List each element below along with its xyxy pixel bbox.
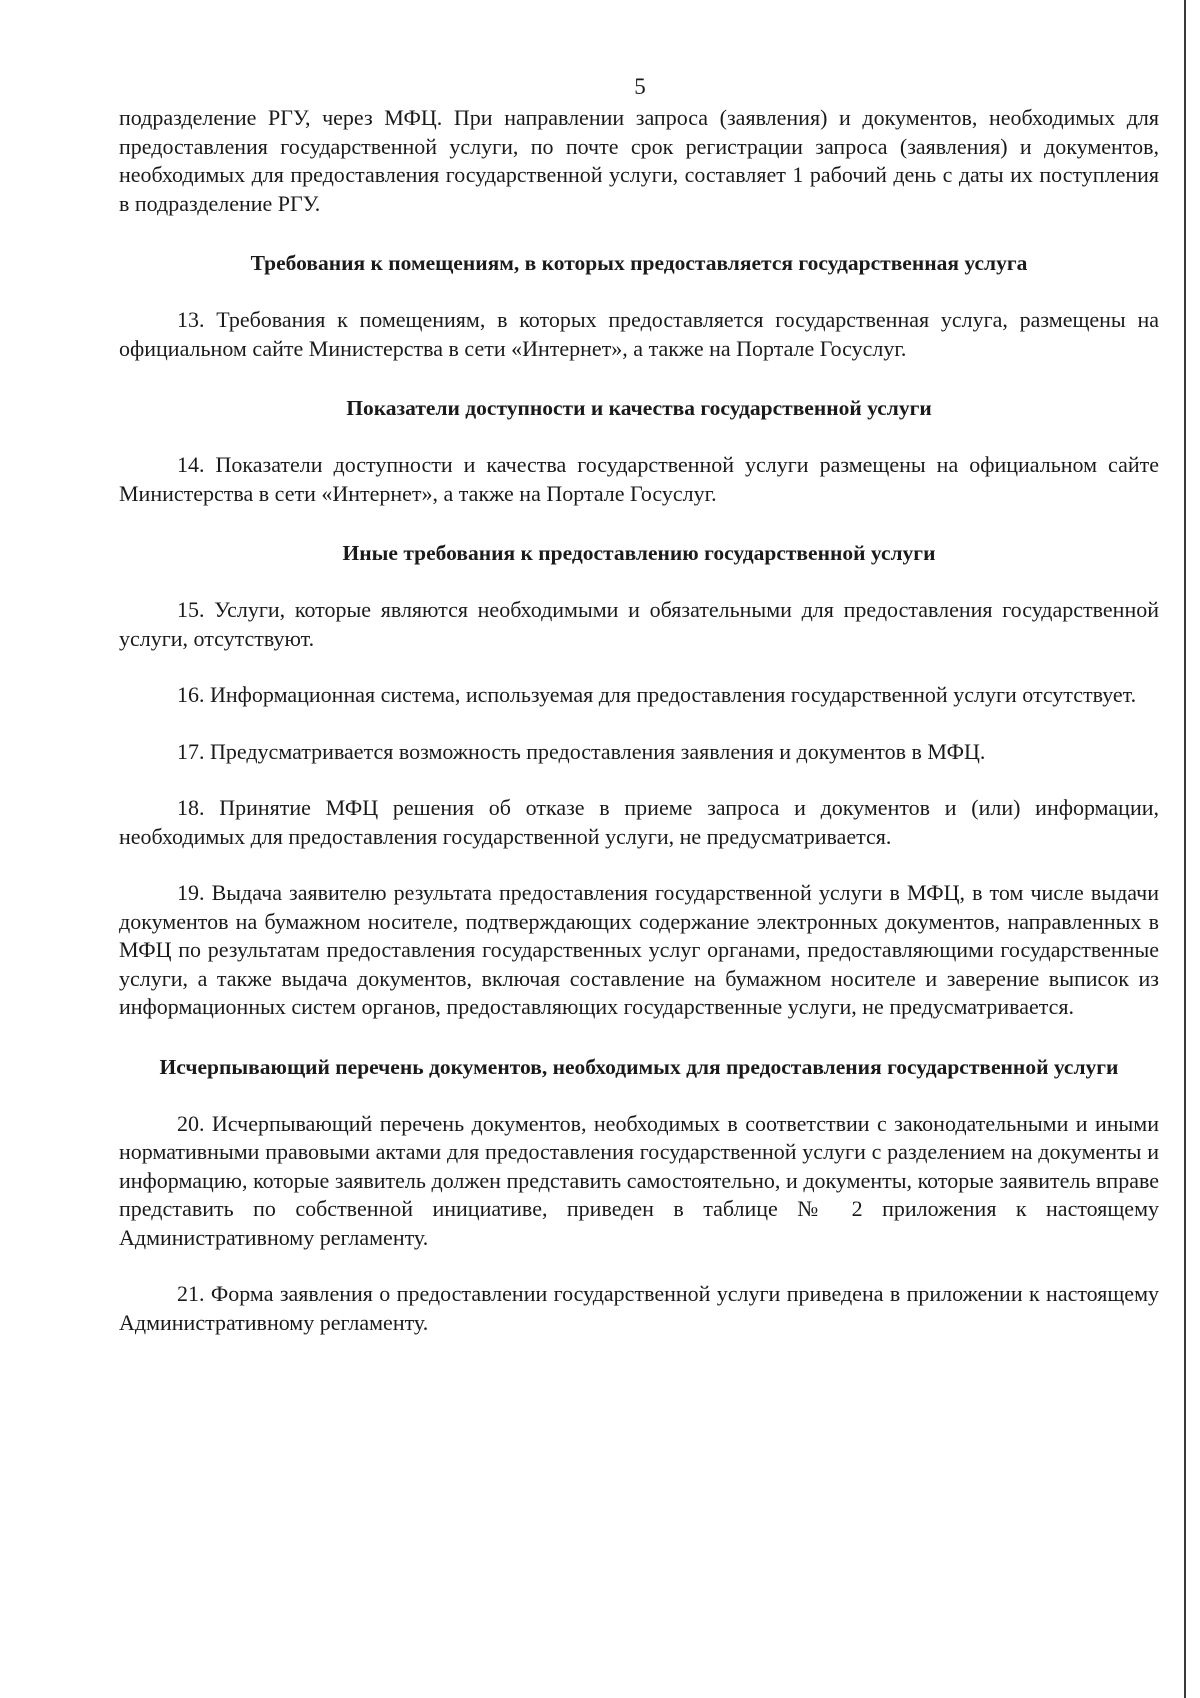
page-number: 5 xyxy=(634,74,646,99)
paragraph-12-continuation: подразделение РГУ, через МФЦ. При направлении запроса (заявления) и документов, необходимых для предоставления государственной услуги, по почте срок регистрации запроса (заявления) и документов, необходимых для предоставления государственной услуги, составляет 1 рабочий день с даты их поступления в подразделение РГУ. xyxy=(119,105,1159,216)
paragraph-15: 15. Услуги, которые являются необходимыми и обязательными для предоставления государственной услуги, отсутствуют. xyxy=(119,597,1159,651)
paragraph-20: 20. Исчерпывающий перечень документов, необходимых в соответствии с законодательными и иными нормативными правовыми актами для предоставления государственной услуги с разделением на документы и информацию, которые заявитель должен представить самостоятельно, и документы, которые заявитель вправе представить по собственной инициативе, приведен в таблице № 2 приложения к настоящему Административному регламенту. xyxy=(119,1110,1159,1250)
paragraph-17: 17. Предусматривается возможность предоставления заявления и документов в МФЦ. xyxy=(177,738,986,764)
paragraph-16: 16. Информационная система, используемая для предоставления государственной услуги отсутствует. xyxy=(177,682,1137,707)
page-edge-line xyxy=(1184,0,1186,1698)
heading-premises-requirements: Требования к помещениям, в которых предоставляется государственная услуга xyxy=(250,251,1028,275)
paragraph-18: 18. Принятие МФЦ решения об отказе в приеме запроса и документов и (или) информации, необходимых для предоставления государственной услуги, не предусматривается. xyxy=(119,795,1159,849)
paragraph-14: 14. Показатели доступности и качества государственной услуги размещены на официальном сайте Министерства в сети «Интернет», а также на Портале Госуслуг. xyxy=(119,452,1159,506)
heading-other-requirements: Иные требования к предоставлению государственной услуги xyxy=(342,541,936,565)
document-body xyxy=(119,104,1159,1337)
paragraph-21: 21. Форма заявления о предоставлении государственной услуги приведена в приложении к настоящему Административному регламенту. xyxy=(119,1281,1159,1335)
paragraph-19: 19. Выдача заявителю результата предоставления государственной услуги в МФЦ, в том числе выдачи документов на бумажном носителе, подтверждающих содержание электронных документов, направленных в МФЦ по результатам предоставления государственных услуг органами, предоставляющими государственные услуги, а также выдача документов, включая составление на бумажном носителе и заверение выписок из информационных систем органов, предоставляющих государственные услуги, не предусматривается. xyxy=(119,880,1159,1019)
heading-accessibility-quality: Показатели доступности и качества государственной услуги xyxy=(346,396,932,420)
heading-documents-list: Исчерпывающий перечень документов, необходимых для предоставления государственной услуги xyxy=(159,1054,1119,1079)
paragraph-13: 13. Требования к помещениям, в которых предоставляется государственная услуга, размещены на официальном сайте Министерства в сети «Интернет», а также на Портале Госуслуг. xyxy=(119,307,1159,361)
